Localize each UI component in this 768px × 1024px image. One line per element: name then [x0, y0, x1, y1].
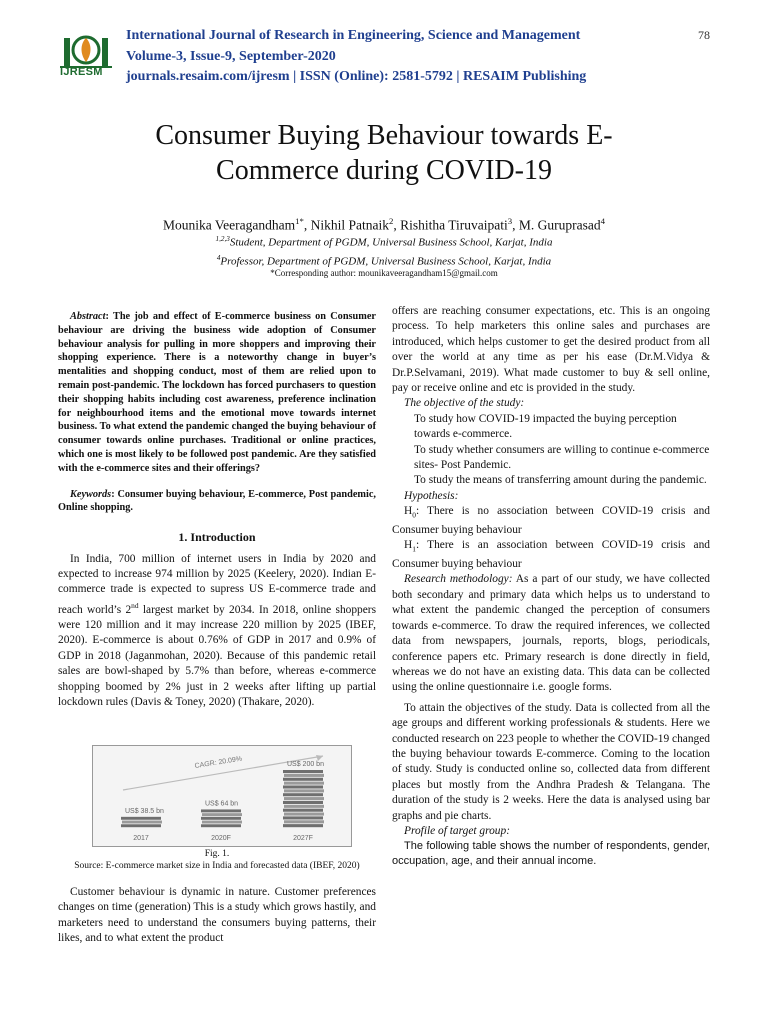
bullet-icon: [392, 412, 414, 443]
hypothesis-h0: [392, 504, 710, 538]
objective-item-3: [392, 473, 710, 488]
bar-2027F-layer: [283, 816, 323, 819]
h1-label: H: [404, 539, 413, 552]
abstract-label: Abstract: [70, 311, 106, 322]
corresponding-author: *Corresponding author: mounikaveeragandham15@gmail.com: [270, 268, 498, 278]
research-methodology-label: Research methodology:: [404, 573, 513, 586]
bar-value-label: US$ 38.5 bn: [125, 807, 164, 815]
research-methodology-text: As a part of our study, we have collected both secondary and primary data which helps us to understand to what extent the pandemic changed the perception of consumers towards e-commerce. To draw the required inferences, we collected data from newspapers, journals, reports, blogs, periodicals, conference papers etc. Primary research is done directly in field, whereas we do not have an existing data. This data can be collected using the online questionnaire i.e. google forms.: [392, 573, 710, 694]
author-1: Mounika Veeragandham: [162, 217, 296, 233]
bar-2027F-layer: [284, 789, 324, 792]
left-column-lower: [58, 885, 376, 947]
author-3-sup: 3: [507, 216, 513, 226]
affiliation-1-sup: 1,2,3: [215, 235, 230, 243]
objective-text-2: To study whether consumers are willing to continue e-commerce sites- Post Pandemic.: [414, 443, 710, 472]
bar-2027F-layer: [283, 793, 323, 796]
author-2-sup: 2: [388, 216, 394, 226]
category-label: 2027F: [293, 835, 313, 842]
figure-1-chart: [93, 746, 351, 846]
author-list: [0, 213, 768, 234]
intro-p1-sup: nd: [131, 600, 139, 610]
bullet-icon: [392, 473, 414, 488]
bar-2020F-layer: [202, 813, 242, 816]
bullet-icon: [392, 443, 414, 474]
journal-header: [58, 22, 748, 92]
bar-2027F-layer: [283, 809, 323, 812]
bar-2027F-layer: [284, 797, 324, 800]
bar-2020F-layer: [201, 809, 241, 812]
h1-text: : There is an association between COVID-19 crisis and Consumer buying behaviour: [392, 539, 710, 571]
research-methodology: [392, 572, 710, 695]
paragraph-table-intro: The following table shows the number of respondents, gender, occupation, age, and their annual income.: [392, 840, 710, 868]
h0-sub: 0: [412, 510, 416, 520]
hypothesis-h1: [392, 538, 710, 572]
right-column: [392, 304, 710, 869]
affiliation-2-sup: 4: [216, 254, 221, 262]
bar-2027F-layer: [283, 785, 323, 788]
paragraph-attain: To attain the objectives of the study. Data is collected from all the age groups and different working professionals & students. Here we conducted research on 223 people to whether the COVID-19 changed the buying behaviour towards E-commerce. Coming to the location of study. Study is conducted online so, collected data from different places but mostly from the Andhra Pradesh & Telangana. The duration of the study is 2 weeks. Here the data is analysed using bar graphs and pie charts.: [392, 701, 710, 822]
figure-1-label: Fig. 1.: [204, 849, 230, 859]
profile-heading: Profile of target group:: [404, 824, 510, 837]
abstract: [58, 310, 376, 476]
author-1-sup: 1*: [295, 216, 304, 226]
bar-2027F-layer: [283, 824, 323, 827]
intro-p1-b: largest market by 2034. In 2018, online shoppers were 120 million and it may increase 220 million by 2025 (IBEF, 2020). E-commerce is about 0.76% of GDP in 2017 and 0.9% of GDP in 2018 (Jaganmohan, 2020). Because of this pandemic retail sales are bowl-shaped by 5.7% than before, whereas e-commerce shopping boomed by 2% just in 2 weeks after lifting up partial lockdown rules (Davis & Toney, 2020) (Thakare, 2020).: [58, 603, 377, 709]
title-line-1: Consumer Buying Behaviour towards E-: [155, 120, 613, 151]
abstract-text: : The job and effect of E-commerce business on Consumer behaviour are driving the business wide adoption of Consumer behaviour analysis for pulling in more shoppers and improving their shopping experience. There is a noteworthy change in buyer’s mentalities and shopping conduct, most of them are relied upon to remain post-pandemic. The lockdown has forced purchasers to question their shopping habits including cost awareness, preference inclination for neighbourhood items and the emotional move towards internet business. To what extend the pandemic changed the buying behaviour of consumer towards online purchases. Traditional or online practices, which one is most likely to be followed post pandemic. Are they satisfied with the e-commerce sites and their offerings?: [58, 311, 376, 474]
bar-2027F-layer: [284, 805, 324, 808]
figure-1-caption: Source: E-commerce market size in India and forecasted data (IBEF, 2020): [74, 861, 360, 871]
affiliation-1: [0, 232, 768, 250]
journal-name: International Journal of Research in Engineering, Science and Management: [126, 28, 581, 43]
affiliation-2: [0, 251, 768, 269]
intro-paragraph-2: Customer behaviour is dynamic in nature. Customer preferences changes on time (generation) This is a study which grows hastily, and marketers need to understand the consumers buying patterns, their likes, and to what extent the product: [58, 886, 376, 945]
paragraph-offers: offers are reaching consumer expectations, etc. This is an ongoing process. To help marketers this online sales and purchases are introduced, which helps customer to get the desired product from all over the world at any time as per his ease (Dr.M.Vidya & Dr.P.Selvamani, 2019). What made customer to buy & sell online, pay or receive online and etc is provided in the study.: [392, 305, 710, 395]
objective-heading: The objective of the study:: [404, 397, 525, 410]
objective-text-1: To study how COVID-19 impacted the buying perception towards e-commerce.: [414, 412, 677, 441]
logo-text: IJRESM: [60, 66, 103, 78]
bar-2017-layer: [122, 821, 162, 824]
bar-2017-layer: [121, 817, 161, 820]
bar-2027F-layer: [284, 774, 324, 777]
bar-2027F-layer: [283, 778, 323, 781]
page-number: 78: [698, 28, 710, 42]
h0-text: : There is no association between COVID-19 crisis and Consumer buying behaviour: [392, 505, 710, 536]
bar-2027F-layer: [284, 820, 324, 823]
h1-sub: 1: [412, 544, 416, 554]
affiliation-1-text: Student, Department of PGDM, Universal Business School, Karjat, India: [229, 236, 553, 249]
intro-p1-a: In India, 700 million of internet users in India by 2020 and expected to increase 974 million by 2025 (Keelery, 2020). Indian E-commerce trade is expected to supress US E-commerce trade and reach world’s 2: [58, 552, 376, 616]
objective-item-2: [392, 443, 710, 474]
cagr-label: CAGR: 20.09%: [194, 755, 243, 770]
objective-item-1: [392, 412, 710, 443]
journal-volume: Volume-3, Issue-9, September-2020: [126, 48, 336, 64]
title-line-2: Commerce during COVID-19: [216, 155, 552, 186]
category-label: 2020F: [211, 835, 231, 842]
left-column: [58, 310, 376, 710]
journal-url-line: journals.resaim.com/ijresm | ISSN (Online): 2581-5792 | RESAIM Publishing: [126, 69, 587, 84]
figure-1: [92, 745, 352, 847]
keywords-text: : Consumer buying behaviour, E-commerce, Post pandemic, Online shopping.: [58, 488, 376, 514]
objective-text-3: To study the means of transferring amount during the pandemic.: [414, 474, 707, 487]
paper-title: [0, 118, 768, 188]
bar-value-label: US$ 64 bn: [205, 800, 239, 808]
bar-value-label: US$ 200 bn: [287, 761, 324, 768]
bar-2017-layer: [121, 824, 161, 827]
author-4-sup: 4: [600, 216, 606, 226]
bar-2027F-layer: [284, 813, 324, 816]
section-heading-introduction: 1. Introduction: [178, 530, 256, 545]
hypothesis-heading: Hypothesis:: [404, 489, 459, 502]
category-label: 2017: [133, 835, 149, 842]
author-3: , Rishitha Tiruvaipati: [393, 217, 508, 233]
author-2: , Nikhil Patnaik: [303, 217, 389, 233]
affiliation-2-text: Professor, Department of PGDM, Universal Business School, Karjat, India: [220, 255, 552, 268]
bar-2020F-layer: [201, 817, 241, 820]
intro-paragraph-1: [58, 552, 376, 711]
bar-2027F-layer: [284, 782, 324, 785]
keywords: [58, 488, 376, 516]
h0-label: H: [404, 505, 413, 518]
bar-2027F-layer: [283, 770, 323, 773]
bar-2027F-layer: [283, 801, 323, 804]
author-4: , M. Guruprasad: [512, 217, 601, 233]
journal-info: [126, 26, 586, 88]
bar-2020F-layer: [201, 824, 241, 827]
bar-2020F-layer: [202, 821, 242, 824]
keywords-label: Keywords: [70, 488, 112, 500]
